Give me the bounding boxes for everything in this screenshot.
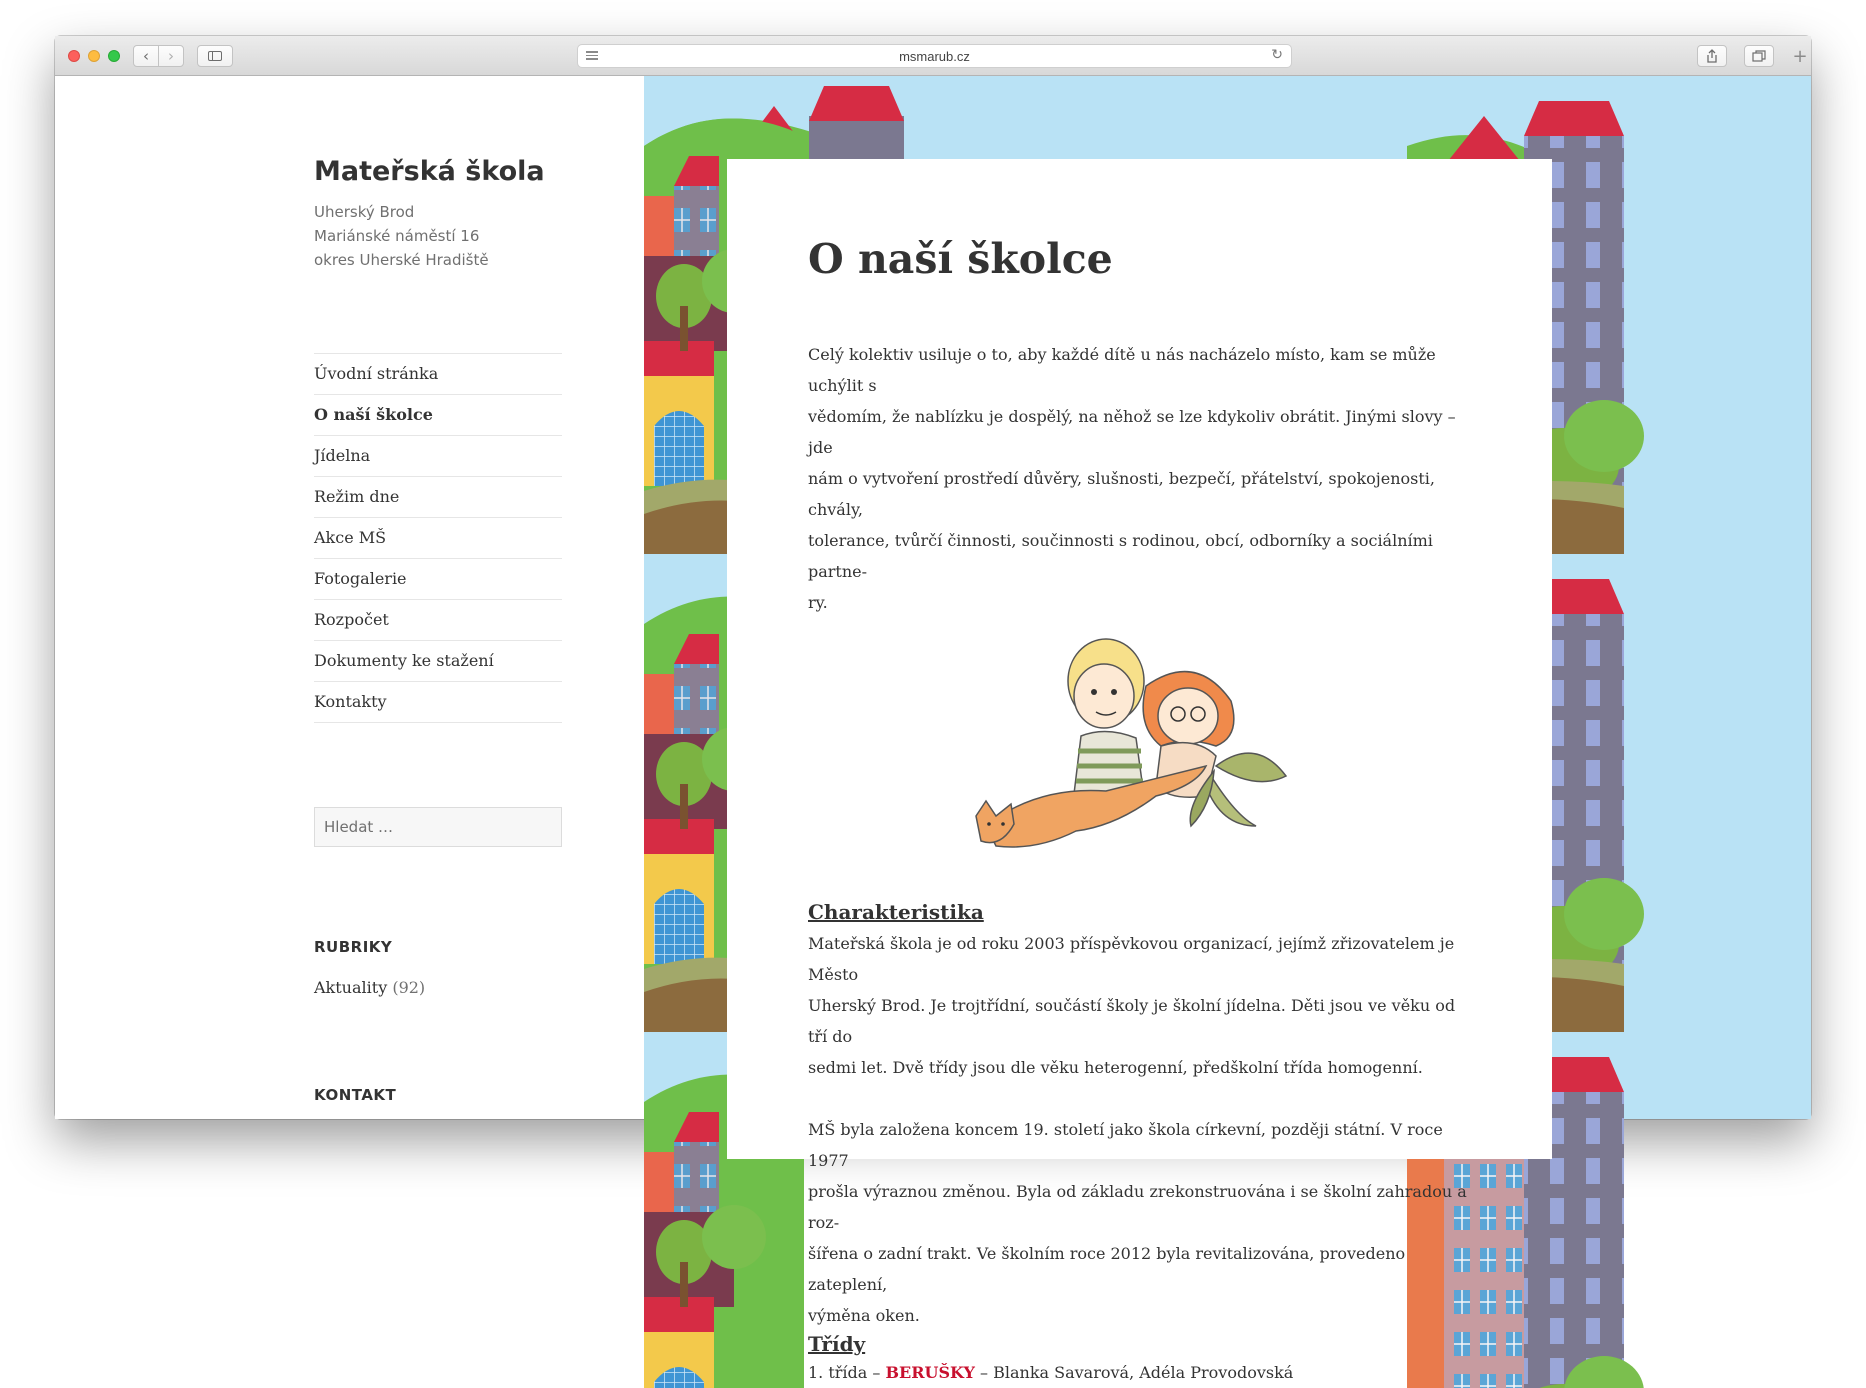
menu-item-o-nasi-skolce[interactable]: O naší školce xyxy=(314,395,562,436)
class-name: BERUŠKY xyxy=(885,1363,975,1382)
back-arrow-icon: ‹ xyxy=(143,47,149,65)
intro-line: Celý kolektiv usiluje o to, aby každé dítě u nás nacházelo místo, kam se může uchýlit s xyxy=(808,345,1436,395)
url-text: msmarub.cz xyxy=(899,48,970,64)
intro-line: ry. xyxy=(808,593,828,612)
new-tab-icon: + xyxy=(1792,45,1808,67)
zoom-window-button[interactable] xyxy=(108,50,120,62)
menu-item-rozpocet[interactable]: Rozpočet xyxy=(314,600,562,641)
intro-line: nám o vytvoření prostředí důvěry, slušnosti, bezpečí, přátelství, spokojenosti, chvály, xyxy=(808,469,1435,519)
section-line: výměna oken. xyxy=(808,1306,920,1325)
main-menu xyxy=(314,353,562,723)
show-tabs-button[interactable] xyxy=(1744,45,1774,67)
minimize-window-button[interactable] xyxy=(88,50,100,62)
intro-line: vědomím, že nablízku je dospělý, na něhož se lze kdykoliv obrátit. Jinými slovy – jde xyxy=(808,407,1456,457)
forward-button[interactable] xyxy=(158,45,184,67)
children-cat-illustration xyxy=(956,626,1320,864)
reload-icon[interactable]: ↻ xyxy=(1271,47,1283,63)
class-number: 1. třída – xyxy=(808,1363,886,1382)
address-bar[interactable] xyxy=(577,44,1292,68)
reader-icon[interactable] xyxy=(586,51,598,62)
back-button[interactable] xyxy=(133,45,159,67)
content-card xyxy=(727,159,1552,1382)
class-line xyxy=(808,1357,1468,1388)
menu-item-dokumenty[interactable]: Dokumenty ke stažení xyxy=(314,641,562,682)
class-teachers: – Blanka Savarová, Adéla Provodovská xyxy=(974,1363,1294,1382)
page-title: O naší školce xyxy=(808,235,1113,283)
menu-item-akce-ms[interactable]: Akce MŠ xyxy=(314,518,562,559)
tabs-icon xyxy=(1752,50,1766,62)
menu-item-kontakty[interactable]: Kontakty xyxy=(314,682,562,723)
menu-item-jidelna[interactable]: Jídelna xyxy=(314,436,562,477)
section-line: šířena o zadní trakt. Ve školním roce 2012 byla revitalizována, provedeno zateplení, xyxy=(808,1244,1406,1294)
section-line: Mateřská škola je od roku 2003 příspěvkovou organizací, jejímž zřizovatelem je Město xyxy=(808,934,1455,984)
entry-content xyxy=(808,339,1468,1388)
page-viewport xyxy=(55,76,1811,1382)
section-line: prošla výraznou změnou. Byla od základu zrekonstruována i se školní zahradou a roz- xyxy=(808,1182,1467,1232)
section-heading-charakteristika: Charakteristika xyxy=(808,900,984,924)
site-description xyxy=(314,200,489,272)
share-icon xyxy=(1706,49,1718,63)
category-count: (92) xyxy=(392,978,426,997)
site-title[interactable]: Mateřská škola xyxy=(314,156,545,187)
close-window-button[interactable] xyxy=(68,50,80,62)
kontakt-heading: KONTAKT xyxy=(314,1086,397,1104)
menu-item-fotogalerie[interactable]: Fotogalerie xyxy=(314,559,562,600)
section-line: sedmi let. Dvě třídy jsou dle věku heterogenní, předškolní třída homogenní. xyxy=(808,1058,1423,1077)
site-description-line: okres Uherské Hradiště xyxy=(314,251,489,269)
new-tab-button[interactable] xyxy=(1789,45,1811,67)
share-button[interactable] xyxy=(1697,45,1727,67)
site-description-line: Uherský Brod xyxy=(314,203,415,221)
paragraph-gap xyxy=(808,1083,1468,1114)
section-heading-tridy: Třídy xyxy=(808,1332,866,1356)
menu-item-uvodni-stranka[interactable]: Úvodní stránka xyxy=(314,354,562,395)
section-line: Uherský Brod. Je trojtřídní, součástí školy je školní jídelna. Děti jsou ve věku od tří do xyxy=(808,996,1456,1046)
forward-arrow-icon: › xyxy=(168,47,174,65)
section-line: MŠ byla založena koncem 19. století jako škola církevní, později státní. V roce 1977 xyxy=(808,1120,1443,1170)
sidebar-toggle-button[interactable] xyxy=(197,45,233,67)
intro-line: tolerance, tvůrčí činnosti, součinnosti s rodinou, obcí, odborníky a sociálními partne- xyxy=(808,531,1433,581)
menu-item-rezim-dne[interactable]: Režim dne xyxy=(314,477,562,518)
browser-toolbar xyxy=(55,36,1811,76)
site-description-line: Mariánské náměstí 16 xyxy=(314,227,480,245)
site-sidebar xyxy=(55,76,644,1119)
category-item-aktuality xyxy=(314,978,425,997)
browser-window xyxy=(55,36,1811,1382)
category-link[interactable]: Aktuality xyxy=(314,978,388,997)
search-input[interactable]: Hledat … xyxy=(314,807,562,847)
sidebar-icon xyxy=(208,51,222,61)
rubriky-heading: RUBRIKY xyxy=(314,938,393,956)
